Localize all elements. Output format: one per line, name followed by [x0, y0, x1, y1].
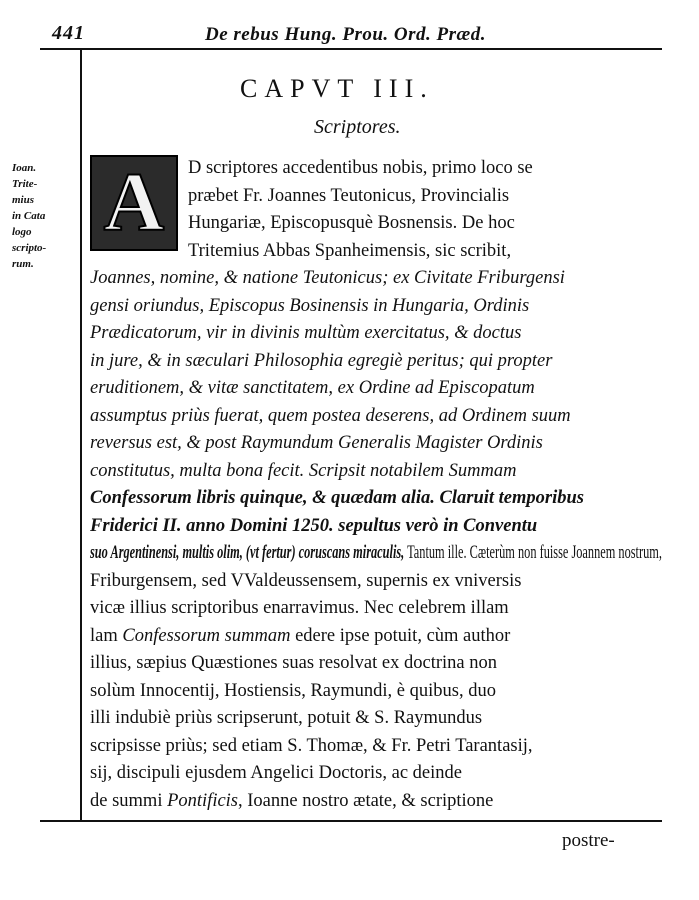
marginal-note-line: Trite- — [12, 178, 38, 190]
margin-rule — [80, 50, 82, 820]
text-segment: , Ioanne nostro ætate, & scriptione — [238, 790, 494, 811]
text-segment: Tantum ille. Cæterùm non fuisse Joannem nostrum, — [404, 543, 662, 563]
text-line — [90, 625, 662, 647]
marginal-note-line: Ioan. — [12, 162, 37, 174]
text-line — [188, 212, 662, 234]
text-segment: Joannes, nomine, & natione Teutonicus; ex Civitate Friburgensi — [90, 268, 565, 288]
text-segment: Friderici II. anno Domini 1250. sepultus verò in Conventu — [90, 515, 538, 536]
header-rule — [40, 48, 662, 50]
text-line — [90, 267, 662, 289]
text-segment: reversus est, & post Raymundum Generalis Magister Ordinis — [90, 433, 543, 453]
text-segment: scripsisse priùs; sed etiam S. Thomæ, & Fr. Petri Tarantasij, — [90, 735, 533, 756]
text-line — [188, 240, 662, 262]
text-segment: eruditionem, & vitæ sanctitatem, ex Ordine ad Episcopatum — [90, 378, 535, 398]
text-line — [90, 707, 662, 729]
text-line — [90, 680, 662, 702]
chapter-heading: CAPVT III. — [240, 74, 434, 103]
text-segment: constitutus, multa bona fecit. Scripsit notabilem Summam — [90, 460, 517, 481]
text-segment: D scriptores accedentibus nobis, primo loco se — [188, 158, 533, 178]
page-number: 441 — [52, 22, 85, 44]
text-line — [90, 652, 662, 674]
text-segment: Confessorum libris quinque, & quædam alia. Claruit temporibus — [90, 488, 584, 508]
text-segment: Friburgensem, sed VValdeussensem, supernis ex vniversis — [90, 570, 522, 591]
marginal-note-line: rum. — [12, 258, 34, 270]
marginal-note-line: scripto- — [12, 242, 47, 254]
text-segment: de summi — [90, 790, 168, 811]
text-segment: præbet Fr. Joannes Teutonicus, Provincialis — [188, 185, 510, 206]
text-segment: in jure, & in sæculari Philosophia egregiè peritus; qui propter — [90, 350, 553, 371]
text-line — [188, 185, 662, 207]
text-segment: Prædicatorum, vir in divinis multùm exercitatus, & doctus — [90, 323, 522, 343]
text-line — [90, 460, 662, 482]
text-segment: vicæ illius scriptoribus enarravimus. Nec celebrem illam — [90, 598, 509, 618]
drop-cap-letter: A — [103, 156, 165, 249]
marginal-note-line: in Cata — [12, 210, 46, 222]
text-segment: edere ipse potuit, cùm author — [290, 625, 511, 646]
text-segment: illi indubiè priùs scripserunt, potuit & S. Raymundus — [90, 708, 483, 728]
text-line — [90, 350, 662, 372]
marginal-note — [12, 160, 70, 272]
marginal-note-line: mius — [12, 194, 35, 206]
running-title: De rebus Hung. Prou. Ord. Præd. — [205, 24, 487, 45]
text-segment: sij, discipuli ejusdem Angelici Doctoris, ac deinde — [90, 763, 462, 783]
text-segment: suo Argentinensi, multis olim, (vt fertur) coruscans miraculis, — [90, 543, 405, 563]
text-segment: assumptus priùs fuerat, quem postea deserens, ad Ordinem suum — [90, 405, 571, 426]
text-segment: Tritemius Abbas Spanheimensis, sic scribit, — [188, 240, 512, 261]
text-segment: solùm Innocentij, Hostiensis, Raymundi, è quibus, duo — [90, 680, 496, 701]
text-segment: Confessorum summam — [122, 625, 291, 646]
text-line — [90, 405, 662, 427]
text-segment: Pontificis — [167, 790, 239, 811]
text-line — [90, 542, 662, 564]
text-line — [90, 597, 662, 619]
text-segment: illius, sæpius Quæstiones suas resolvat ex doctrina non — [90, 653, 497, 673]
catchword: postre- — [562, 830, 615, 851]
text-line — [90, 735, 662, 757]
text-line — [90, 322, 662, 344]
footer-rule — [40, 820, 662, 822]
text-line — [90, 487, 662, 509]
text-line — [90, 295, 662, 317]
section-title: Scriptores. — [314, 116, 401, 138]
text-line — [90, 762, 662, 784]
text-segment: Hungariæ, Episcopusquè Bosnensis. De hoc — [188, 213, 515, 233]
marginal-note-line: logo — [12, 226, 32, 238]
text-line — [188, 157, 662, 179]
text-line — [90, 515, 662, 537]
text-segment: gensi oriundus, Episcopus Bosinensis in Hungaria, Ordinis — [90, 295, 530, 316]
text-line — [90, 432, 662, 454]
text-line — [90, 790, 662, 812]
drop-cap-initial — [90, 155, 178, 251]
text-segment: lam — [90, 625, 123, 646]
text-line — [90, 570, 662, 592]
text-line — [90, 377, 662, 399]
